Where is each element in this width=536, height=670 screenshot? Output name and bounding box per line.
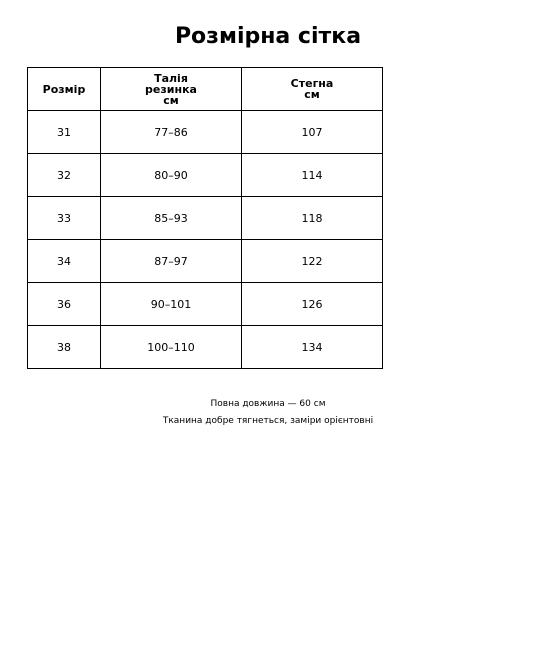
cell-size: 33 <box>28 197 101 240</box>
header-waist-line-2: резинка <box>145 82 197 96</box>
header-waist-line-1: Талія <box>154 71 188 85</box>
length-note: Повна довжина — 60 см <box>210 399 326 409</box>
cell-size: 31 <box>28 111 101 154</box>
cell-hips: 107 <box>242 111 383 154</box>
table-row <box>28 111 383 154</box>
cell-waist: 77–86 <box>101 111 242 154</box>
table-row <box>28 240 383 283</box>
page-title: Розмірна сітка <box>174 24 362 49</box>
cell-hips: 122 <box>242 240 383 283</box>
table-row <box>28 154 383 197</box>
table-header-row <box>28 68 383 111</box>
table-row <box>28 326 383 369</box>
header-size-label: Розмір <box>42 82 86 96</box>
cell-waist: 80–90 <box>101 154 242 197</box>
cell-hips: 126 <box>242 283 383 326</box>
header-waist <box>101 68 242 111</box>
cell-waist: 85–93 <box>101 197 242 240</box>
cell-hips: 114 <box>242 154 383 197</box>
cell-waist: 90–101 <box>101 283 242 326</box>
cell-size: 34 <box>28 240 101 283</box>
cell-hips: 134 <box>242 326 383 369</box>
cell-size: 36 <box>28 283 101 326</box>
header-hips-line-1: Стегна <box>290 77 334 90</box>
size-chart-table <box>27 67 383 369</box>
cell-waist: 100–110 <box>101 326 242 369</box>
header-size <box>28 68 101 111</box>
table-row <box>28 197 383 240</box>
cell-waist: 87–97 <box>101 240 242 283</box>
header-waist-line-3: см <box>163 93 179 107</box>
cell-size: 32 <box>28 154 101 197</box>
cell-size: 38 <box>28 326 101 369</box>
fabric-note: Тканина добре тягнеться, заміри орієнтовні <box>162 416 374 426</box>
cell-hips: 118 <box>242 197 383 240</box>
table-row <box>28 283 383 326</box>
header-hips <box>242 68 383 111</box>
header-hips-line-2: см <box>304 88 320 101</box>
